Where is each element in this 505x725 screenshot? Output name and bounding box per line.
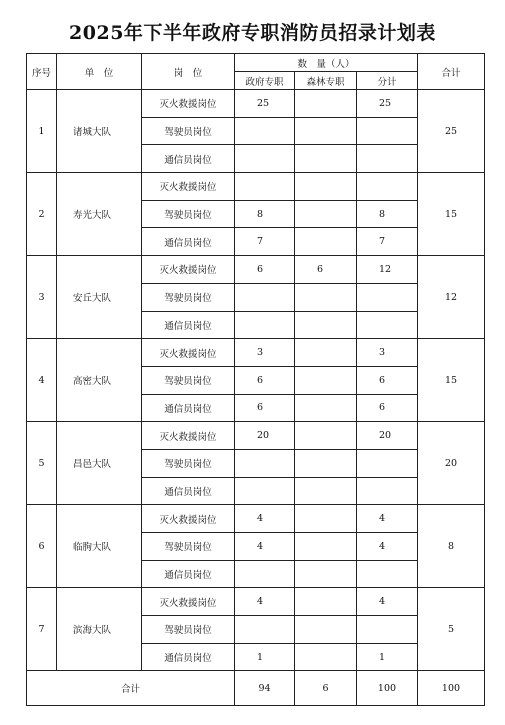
forest-cell — [295, 422, 357, 450]
forest-cell — [295, 366, 357, 394]
forest-cell — [295, 311, 357, 339]
subtotal-cell: 6 — [357, 366, 418, 394]
forest-cell — [295, 449, 357, 477]
seq-cell: 6 — [27, 505, 57, 588]
unit-cell: 安丘大队 — [57, 256, 142, 339]
total-cell: 15 — [418, 339, 485, 422]
post-cell: 通信员岗位 — [142, 560, 235, 588]
forest-cell — [295, 283, 357, 311]
post-cell: 灭火救援岗位 — [142, 256, 235, 284]
post-cell: 驾驶员岗位 — [142, 366, 235, 394]
forest-cell — [295, 117, 357, 145]
unit-cell: 昌邑大队 — [57, 422, 142, 505]
header-gov: 政府专职 — [235, 72, 295, 90]
subtotal-cell: 7 — [357, 228, 418, 256]
totals-forest: 6 — [295, 671, 357, 706]
seq-cell: 2 — [27, 173, 57, 256]
seq-cell: 4 — [27, 339, 57, 422]
totals-total: 100 — [418, 671, 485, 706]
subtotal-cell: 1 — [357, 643, 418, 671]
forest-cell: 6 — [295, 256, 357, 284]
recruitment-plan-table — [26, 53, 485, 706]
gov-cell — [235, 145, 295, 173]
table-row — [27, 339, 485, 367]
subtotal-cell: 25 — [357, 90, 418, 118]
unit-cell: 临朐大队 — [57, 505, 142, 588]
post-cell: 驾驶员岗位 — [142, 533, 235, 561]
subtotal-cell — [357, 173, 418, 201]
post-cell: 通信员岗位 — [142, 145, 235, 173]
gov-cell — [235, 449, 295, 477]
table-row — [27, 256, 485, 284]
forest-cell — [295, 145, 357, 173]
gov-cell — [235, 560, 295, 588]
gov-cell: 7 — [235, 228, 295, 256]
gov-cell: 6 — [235, 256, 295, 284]
total-cell: 25 — [418, 90, 485, 173]
total-cell: 5 — [418, 588, 485, 671]
subtotal-cell — [357, 449, 418, 477]
header-subtotal: 分计 — [357, 72, 418, 90]
post-cell: 通信员岗位 — [142, 477, 235, 505]
totals-label: 合计 — [27, 671, 235, 706]
table-row — [27, 173, 485, 201]
totals-gov: 94 — [235, 671, 295, 706]
gov-cell — [235, 616, 295, 644]
gov-cell — [235, 283, 295, 311]
subtotal-cell: 8 — [357, 200, 418, 228]
post-cell: 灭火救援岗位 — [142, 505, 235, 533]
post-cell: 通信员岗位 — [142, 394, 235, 422]
header-row — [27, 54, 485, 72]
subtotal-cell — [357, 477, 418, 505]
page-title: 2025年下半年政府专职消防员招录计划表 — [69, 22, 436, 44]
unit-cell: 诸城大队 — [57, 90, 142, 173]
subtotal-cell: 20 — [357, 422, 418, 450]
gov-cell: 4 — [235, 505, 295, 533]
forest-cell — [295, 643, 357, 671]
post-cell: 灭火救援岗位 — [142, 90, 235, 118]
subtotal-cell — [357, 117, 418, 145]
post-cell: 驾驶员岗位 — [142, 283, 235, 311]
header-unit: 单 位 — [57, 54, 142, 90]
seq-cell: 5 — [27, 422, 57, 505]
unit-cell: 滨海大队 — [57, 588, 142, 671]
subtotal-cell — [357, 283, 418, 311]
post-cell: 通信员岗位 — [142, 643, 235, 671]
post-cell: 通信员岗位 — [142, 228, 235, 256]
forest-cell — [295, 588, 357, 616]
forest-cell — [295, 616, 357, 644]
forest-cell — [295, 394, 357, 422]
post-cell: 灭火救援岗位 — [142, 173, 235, 201]
table-row — [27, 505, 485, 533]
table-row — [27, 90, 485, 118]
gov-cell — [235, 311, 295, 339]
total-cell: 20 — [418, 422, 485, 505]
post-cell: 通信员岗位 — [142, 311, 235, 339]
seq-cell: 7 — [27, 588, 57, 671]
forest-cell — [295, 200, 357, 228]
forest-cell — [295, 90, 357, 118]
forest-cell — [295, 173, 357, 201]
header-quantity: 数 量（人） — [235, 54, 418, 72]
seq-cell: 1 — [27, 90, 57, 173]
totals-row — [27, 671, 485, 706]
subtotal-cell: 3 — [357, 339, 418, 367]
seq-cell: 3 — [27, 256, 57, 339]
totals-subtotal: 100 — [357, 671, 418, 706]
gov-cell: 3 — [235, 339, 295, 367]
unit-cell: 寿光大队 — [57, 173, 142, 256]
table-body — [27, 90, 485, 706]
table-row — [27, 588, 485, 616]
forest-cell — [295, 533, 357, 561]
post-cell: 灭火救援岗位 — [142, 588, 235, 616]
forest-cell — [295, 560, 357, 588]
post-cell: 驾驶员岗位 — [142, 616, 235, 644]
subtotal-cell: 6 — [357, 394, 418, 422]
total-cell: 15 — [418, 173, 485, 256]
unit-cell: 高密大队 — [57, 339, 142, 422]
subtotal-cell — [357, 311, 418, 339]
forest-cell — [295, 505, 357, 533]
post-cell: 驾驶员岗位 — [142, 117, 235, 145]
forest-cell — [295, 339, 357, 367]
gov-cell — [235, 117, 295, 145]
gov-cell: 4 — [235, 533, 295, 561]
forest-cell — [295, 228, 357, 256]
subtotal-cell — [357, 560, 418, 588]
gov-cell: 20 — [235, 422, 295, 450]
gov-cell: 6 — [235, 394, 295, 422]
subtotal-cell: 12 — [357, 256, 418, 284]
table-row — [27, 422, 485, 450]
gov-cell: 1 — [235, 643, 295, 671]
gov-cell — [235, 477, 295, 505]
total-cell: 8 — [418, 505, 485, 588]
gov-cell: 8 — [235, 200, 295, 228]
total-cell: 12 — [418, 256, 485, 339]
gov-cell: 4 — [235, 588, 295, 616]
post-cell: 灭火救援岗位 — [142, 339, 235, 367]
header-total: 合计 — [418, 54, 485, 90]
gov-cell — [235, 173, 295, 201]
header-forest: 森林专职 — [295, 72, 357, 90]
subtotal-cell: 4 — [357, 588, 418, 616]
subtotal-cell: 4 — [357, 533, 418, 561]
subtotal-cell — [357, 145, 418, 173]
post-cell: 灭火救援岗位 — [142, 422, 235, 450]
header-post: 岗 位 — [142, 54, 235, 90]
header-seq: 序号 — [27, 54, 57, 90]
gov-cell: 6 — [235, 366, 295, 394]
gov-cell: 25 — [235, 90, 295, 118]
subtotal-cell — [357, 616, 418, 644]
post-cell: 驾驶员岗位 — [142, 449, 235, 477]
forest-cell — [295, 477, 357, 505]
post-cell: 驾驶员岗位 — [142, 200, 235, 228]
subtotal-cell: 4 — [357, 505, 418, 533]
